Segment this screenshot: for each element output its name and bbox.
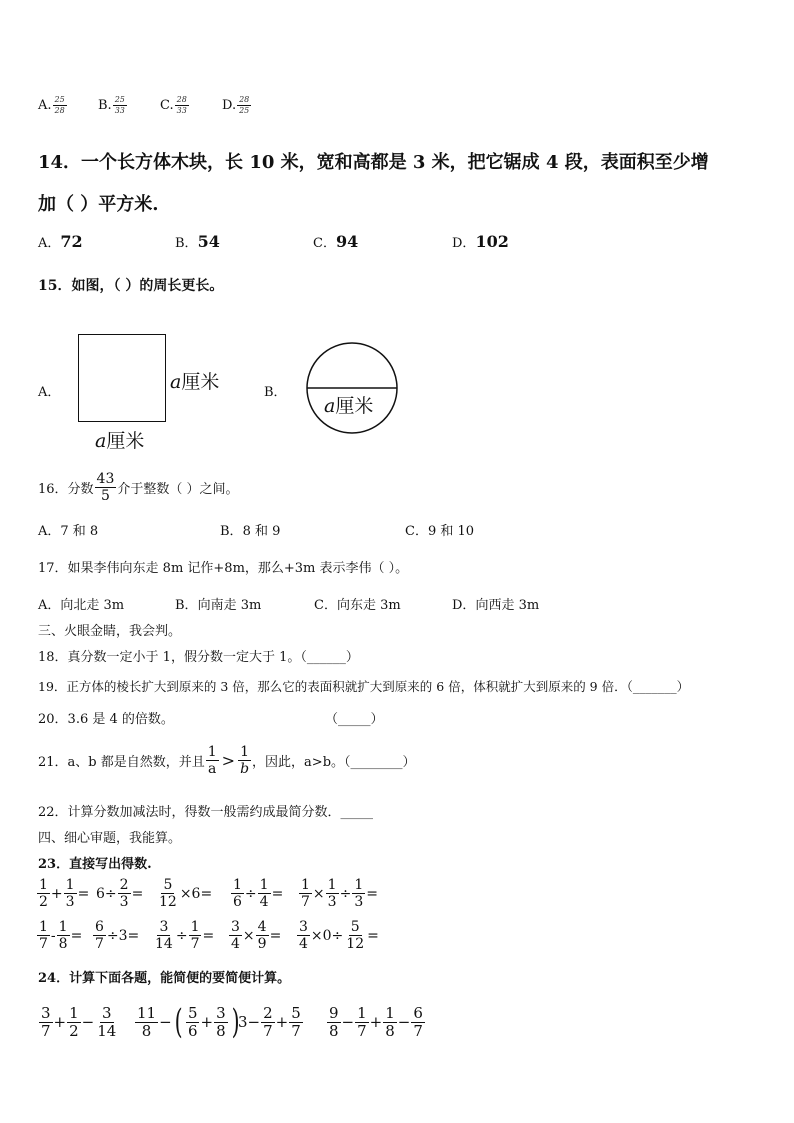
operator: × [242, 927, 255, 944]
q17-option-c[interactable] [314, 594, 401, 613]
operator: ÷ [339, 885, 352, 902]
equals: = [131, 885, 144, 902]
q17-option-value: 向西走 3m [475, 598, 540, 613]
q14-option-c[interactable] [313, 232, 358, 251]
q24-expression-3[interactable] [238, 1003, 326, 1040]
q14-option-b[interactable] [175, 232, 220, 251]
q17-option-d[interactable] [452, 594, 539, 613]
q17-option-b[interactable] [175, 594, 261, 613]
q14-text-line1: 14．一个长方体木块，长 10 米，宽和高都是 3 米，把它锯成 4 段，表面积至少增 [38, 152, 709, 173]
q23-expression[interactable] [36, 878, 96, 909]
q14-option-label: C． [313, 236, 336, 251]
fraction: $\frac{5}{12}$ [346, 919, 365, 952]
operator: × [312, 885, 325, 902]
q17-option-a[interactable] [38, 594, 124, 613]
q14-option-label: D． [452, 236, 476, 251]
q15-unit: 厘米 [335, 395, 374, 417]
q16-option-label: C． [405, 524, 428, 539]
fraction: $\frac{3}{14}$ [155, 919, 173, 952]
operator: ÷ [244, 885, 257, 902]
fraction: $\frac{1}{7}$ [39, 919, 48, 952]
q23-expression[interactable] [156, 878, 230, 909]
q13-option-fraction: $\frac{28}{33}$ [176, 95, 187, 115]
section-4-heading: 四、细心审题，我能算。 [38, 831, 182, 846]
fraction: $\frac{3}{4}$ [231, 919, 240, 952]
equals: = [269, 927, 282, 944]
fraction: $\frac{1}{6}$ [233, 877, 242, 910]
fraction: $\frac{1}{4}$ [259, 877, 269, 910]
fraction: $\frac{3}{8}$ [216, 1003, 226, 1040]
operator: + [275, 1013, 289, 1031]
q22-text: 22．计算分数加减法时，得数一般需约成最简分数．_____ [38, 805, 374, 820]
operator: + [200, 1013, 214, 1031]
fraction: $\frac{1}{2}$ [39, 877, 48, 910]
fraction: $\frac{1}{3}$ [65, 877, 75, 910]
fraction: $\frac{1}{7}$ [190, 919, 200, 952]
q21-fraction-2: $\frac{1}{b}$ [240, 744, 250, 777]
q15-variable: a [324, 395, 336, 417]
q15-square-side-label [170, 367, 219, 394]
operator: + [53, 1013, 67, 1031]
fraction: $\frac{1}{8}$ [58, 919, 68, 952]
q23-expression[interactable] [152, 920, 228, 951]
q23-expression[interactable] [228, 920, 296, 951]
q23-expression[interactable] [92, 920, 152, 951]
q14-text-line2: 加（ ）平方米. [38, 194, 159, 215]
equals: = [271, 885, 284, 902]
q23-expression[interactable] [36, 920, 92, 951]
q16-option-a[interactable] [38, 520, 98, 539]
q19-text: 19．正方体的棱长扩大到原来的 3 倍，那么它的表面积就扩大到原来的 6 倍，体积就扩大到原来的 9 倍．（_______） [38, 679, 690, 694]
q16-suffix: 介于整数（ ）之间。 [117, 482, 239, 497]
q13-option-label: C. [160, 98, 174, 113]
q13-option-c[interactable] [160, 96, 222, 115]
equals: = [70, 927, 83, 944]
q15-variable: a [170, 371, 182, 393]
operator: - [50, 927, 56, 944]
q18-text: 18．真分数一定小于 1，假分数一定大于 1。（______） [38, 650, 359, 665]
q14-option-value: 54 [197, 232, 220, 251]
fraction: $\frac{1}{3}$ [354, 877, 364, 910]
q24-title: 24．计算下面各题，能简便的要简便计算。 [38, 971, 291, 986]
q16-option-c[interactable] [405, 520, 474, 539]
q13-option-label: D. [222, 98, 237, 113]
fraction: $\frac{3}{14}$ [97, 1003, 117, 1040]
q16-option-value: 7 和 8 [60, 524, 99, 539]
q20-answer-blank[interactable]: （_____） [325, 712, 384, 727]
q16-text [38, 472, 239, 503]
operator: − [81, 1013, 95, 1031]
q15-text: 15．如图，（ ）的周长更长。 [38, 278, 224, 294]
fraction: $\frac{1}{7}$ [357, 1003, 367, 1040]
fraction: $\frac{1}{3}$ [327, 877, 337, 910]
q14-option-value: 94 [335, 232, 359, 251]
q24-expression-4[interactable] [326, 1003, 426, 1040]
fraction: $\frac{4}{9}$ [257, 919, 267, 952]
q21-fraction-1: $\frac{1}{a}$ [207, 744, 217, 777]
fraction: $\frac{9}{8}$ [329, 1003, 339, 1040]
q16-option-b[interactable] [220, 520, 280, 539]
fraction: $\frac{3}{4}$ [299, 919, 308, 952]
q16-option-label: B． [220, 524, 243, 539]
section-3-heading: 三、火眼金睛，我会判。 [38, 624, 182, 639]
q16-option-value: 9 和 10 [427, 524, 475, 539]
q15-option-b-label[interactable]: B． [264, 385, 287, 400]
q23-row-1 [36, 878, 378, 909]
q15-semicircle-figure [304, 340, 400, 436]
fraction: $\frac{1}{8}$ [385, 1003, 395, 1040]
q13-option-label: B. [98, 98, 112, 113]
operator: − [159, 1013, 172, 1031]
fraction: $\frac{3}{7}$ [41, 1003, 51, 1040]
q17-text: 17．如果李伟向东走 8m 记作+8m，那么+3m 表示李伟（ ）。 [38, 561, 409, 576]
fraction: $\frac{6}{7}$ [413, 1003, 423, 1040]
operator: 6÷ [96, 885, 117, 902]
q15-unit: 厘米 [181, 371, 220, 393]
operator: ×0÷ [310, 927, 344, 944]
q13-option-label: A. [38, 98, 52, 113]
q20-text: 20．3.6 是 4 的倍数。 [38, 712, 174, 727]
q21-greater-than: > [221, 751, 236, 770]
q21-text [38, 745, 416, 776]
q23-expression[interactable] [230, 878, 298, 909]
q24-expressions [38, 1002, 426, 1042]
q14-option-value: 72 [60, 232, 83, 251]
q13-option-fraction: $\frac{28}{25}$ [239, 95, 250, 115]
fraction: $\frac{2}{3}$ [119, 877, 129, 910]
q14-option-label: A． [38, 236, 61, 251]
operator: + [50, 885, 63, 902]
q15-option-a-label[interactable]: A． [38, 385, 61, 400]
close-paren: ) [231, 1002, 240, 1042]
q13-option-fraction: $\frac{25}{28}$ [54, 95, 65, 115]
q21-prefix: 21．a、b 都是自然数，并且 [38, 755, 205, 770]
q17-option-value: 向南走 3m [197, 598, 262, 613]
equals: = [77, 885, 90, 902]
fraction: $\frac{6}{7}$ [95, 919, 104, 952]
operator: 3− [238, 1013, 261, 1031]
q14-option-d[interactable] [452, 232, 509, 251]
q15-unit: 厘米 [106, 430, 145, 452]
q17-option-label: A． [38, 598, 61, 613]
q16-option-value: 8 和 9 [242, 524, 281, 539]
q23-expression[interactable] [296, 920, 379, 951]
q14-option-value: 102 [475, 232, 509, 251]
q13-options [38, 96, 282, 115]
operator: − [397, 1013, 411, 1031]
q16-option-label: A． [38, 524, 61, 539]
q15-diameter-label [324, 391, 373, 418]
q23-row-2 [36, 920, 379, 951]
q21-suffix: ，因此，a>b。（________） [252, 755, 416, 770]
fraction: $\frac{1}{7}$ [301, 877, 310, 910]
q16-fraction: $\frac{43}{5}$ [96, 471, 115, 504]
equals: = [202, 927, 215, 944]
operator: ÷3= [106, 927, 140, 944]
q23-title: 23．直接写出得数. [38, 857, 152, 872]
q15-square-bottom-label [95, 426, 144, 453]
q15-variable: a [95, 430, 107, 452]
fraction: $\frac{5}{7}$ [291, 1003, 301, 1040]
fraction: $\frac{2}{7}$ [263, 1003, 273, 1040]
q17-option-value: 向北走 3m [60, 598, 125, 613]
equals: = [366, 885, 378, 902]
fraction: $\frac{1}{2}$ [69, 1003, 79, 1040]
equals: = [367, 927, 379, 944]
fraction: $\frac{5}{12}$ [159, 877, 177, 910]
operator: ×6= [179, 885, 213, 902]
fraction: $\frac{5}{6}$ [187, 1003, 198, 1040]
q17-option-label: B． [175, 598, 198, 613]
operator: ÷ [175, 927, 188, 944]
q15-square-figure [78, 334, 166, 422]
q17-option-label: D． [452, 598, 476, 613]
q17-option-label: C． [314, 598, 337, 613]
q14-option-a[interactable] [38, 232, 83, 251]
operator: + [369, 1013, 383, 1031]
q17-option-value: 向东走 3m [336, 598, 401, 613]
fraction: $\frac{11}{8}$ [137, 1003, 157, 1040]
q13-option-d[interactable] [222, 96, 282, 115]
q16-prefix: 16．分数 [38, 482, 94, 497]
q23-expression[interactable] [298, 878, 378, 909]
q14-option-label: B． [175, 236, 198, 251]
open-paren: ( [174, 1002, 183, 1042]
operator: − [341, 1013, 355, 1031]
q23-expression[interactable] [96, 878, 156, 909]
q13-option-fraction: $\frac{25}{33}$ [114, 95, 125, 115]
q24-expression-1[interactable] [38, 1003, 134, 1040]
q24-expression-2[interactable] [134, 1002, 238, 1042]
q13-option-a[interactable] [38, 96, 98, 115]
q13-option-b[interactable] [98, 96, 160, 115]
